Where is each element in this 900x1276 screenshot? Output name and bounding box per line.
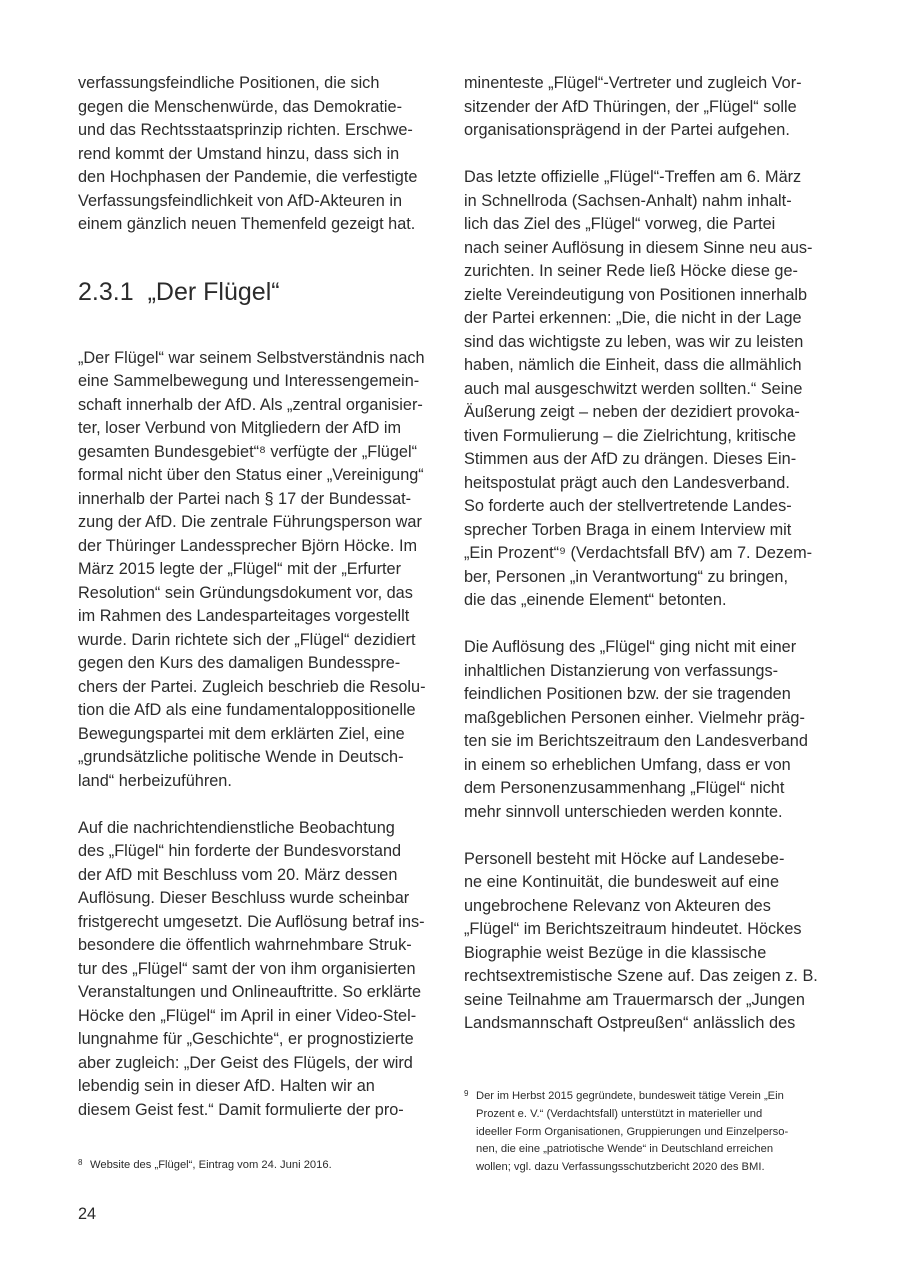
text-line: sind das wichtigste zu leben, was wir zu leisten (464, 332, 804, 351)
text-line: Veranstaltungen und Onlineauftritte. So erklärte (78, 983, 422, 1001)
text-line: lich das Ziel des „Flügel“ vorweg, die Partei (464, 215, 776, 233)
footnote-marker: 8 (78, 1158, 83, 1167)
text-line: innerhalb der Partei nach § 17 der Bundessat- (78, 489, 412, 508)
text-line: des „Flügel“ hin forderte der Bundesvorstand (78, 842, 402, 860)
text-line: chers der Partei. Zugleich beschrieb die Resolu- (78, 677, 426, 696)
text-line: auch mal ausgeschwitzt werden sollten.“ Seine (464, 379, 803, 398)
text-line: und das Rechtsstaatsprinzip richten. Erschwe- (78, 121, 413, 139)
text-line: Verfassungsfeindlichkeit von AfD-Akteuren in (78, 191, 402, 210)
text-line: rechtsextremistische Szene auf. Das zeigen z. B. (464, 967, 818, 985)
text-line: Auflösung. Dieser Beschluss wurde scheinbar (78, 889, 410, 907)
text-line: die das „einende Element“ betonten. (464, 591, 727, 609)
text-line: gegen den Kurs des damaligen Bundesspre- (78, 654, 401, 672)
paragraph-observation (78, 817, 438, 1123)
text-line: Resolution“ sein Gründungsdokument vor, das (78, 583, 413, 602)
text-line: lungnahme für „Geschichte“, er prognostizierte (78, 1030, 414, 1048)
text-line: tur des „Flügel“ samt der von ihm organisierten (78, 959, 416, 978)
text-line: fristgerecht umgesetzt. Die Auflösung betraf ins- (78, 912, 425, 931)
footnote-text (476, 1088, 788, 1177)
text-line: der Thüringer Landessprecher Björn Höcke. Im (78, 536, 418, 555)
text-line: Höcke den „Flügel“ im April in einer Video-Stel- (78, 1006, 417, 1025)
text-line: diesem Geist fest.“ Damit formulierte der pro- (78, 1100, 404, 1119)
text-line: formal nicht über den Status einer „Vereinigung“ (78, 466, 424, 484)
text-line: wollen; vgl. dazu Verfassungsschutzbericht 2020 des BMI. (476, 1161, 765, 1174)
footnote-8 (78, 1157, 332, 1175)
text-line: „Der Flügel“ war seinem Selbstverständnis nach (78, 348, 425, 367)
paragraph-fluegel-intro (78, 347, 438, 794)
section-heading (78, 237, 438, 347)
text-line: nen, die eine „patriotische Wende“ in Deutschland erreichen (476, 1143, 774, 1156)
text-line: sitzender der AfD Thüringen, der „Flügel“ solle (464, 97, 797, 116)
left-column (78, 72, 438, 1122)
footnote-9 (464, 1088, 789, 1177)
text-line: gesamten Bundesgebiet“⁸ verfügte der „Flügel“ (78, 442, 418, 461)
text-line: mehr sinnvoll unterschieden werden konnte. (464, 802, 783, 821)
text-line: „Flügel“ im Berichtszeitraum hindeutet. Höckes (464, 920, 802, 938)
text-line: zung der AfD. Die zentrale Führungsperson war (78, 513, 422, 531)
text-line: tiven Formulierung – die Zielrichtung, kritische (464, 426, 797, 445)
text-line: der AfD mit Beschluss vom 20. März dessen (78, 865, 398, 884)
text-line: einem gänzlich neuen Themenfeld gezeigt hat. (78, 215, 416, 233)
text-line: im Rahmen des Landesparteitages vorgestellt (78, 607, 410, 625)
text-line: Biographie weist Bezüge in die klassische (464, 943, 767, 962)
text-line: in Schnellroda (Sachsen-Anhalt) nahm inhalt- (464, 191, 792, 210)
text-line: den Hochphasen der Pandemie, die verfestigte (78, 168, 418, 186)
text-line: Der im Herbst 2015 gegründete, bundesweit tätige Verein „Ein (476, 1090, 784, 1102)
footnote-text (90, 1157, 332, 1175)
page-number: 24 (78, 1205, 97, 1223)
paragraph-continuation (464, 72, 824, 143)
text-line: aber zugleich: „Der Geist des Flügels, der wird (78, 1053, 413, 1072)
text-line: land“ herbeizuführen. (78, 771, 232, 790)
section-number: 2.3.1 (78, 277, 134, 306)
text-line: zurichten. In seiner Rede ließ Höcke diese ge- (464, 262, 798, 280)
text-line: seine Teilnahme am Trauermarsch der „Jungen (464, 990, 805, 1009)
text-line: gegen die Menschenwürde, das Demokratie- (78, 97, 402, 116)
text-line: Landsmannschaft Ostpreußen“ anlässlich des (464, 1014, 796, 1032)
text-line: maßgeblichen Personen einher. Vielmehr präg- (464, 708, 805, 727)
section-title: „Der Flügel“ (147, 277, 280, 306)
text-line: minenteste „Flügel“-Vertreter und zugleich Vor- (464, 74, 802, 92)
right-column (464, 72, 824, 1036)
text-line: der Partei erkennen: „Die, die nicht in der Lage (464, 309, 802, 327)
text-line: ideeller Form Organisationen, Gruppierungen und Einzelperso- (476, 1125, 789, 1138)
text-line: verfassungsfeindliche Positionen, die sich (78, 74, 380, 92)
paragraph-dissolution (464, 636, 824, 824)
text-line: Die Auflösung des „Flügel“ ging nicht mit einer (464, 638, 797, 656)
text-line: in einem so erheblichen Umfang, dass er von (464, 755, 791, 774)
text-line: Das letzte offizielle „Flügel“-Treffen am 6. März (464, 168, 802, 186)
text-line: Bewegungspartei mit dem erklärten Ziel, eine (78, 724, 405, 743)
text-line: heitspostulat prägt auch den Landesverband. (464, 473, 790, 492)
text-line: März 2015 legte der „Flügel“ mit der „Erfurter (78, 560, 402, 578)
text-line: So forderte auch der stellvertretende Landes- (464, 497, 792, 515)
paragraph-personnel (464, 848, 824, 1036)
text-line: „grundsätzliche politische Wende in Deutsch- (78, 748, 404, 766)
text-line: Stimmen aus der AfD zu drängen. Dieses Ein- (464, 450, 797, 468)
intro-paragraph (78, 72, 438, 237)
text-line: feindlichen Positionen bzw. der sie tragenden (464, 685, 791, 703)
text-line: lebendig sein in dieser AfD. Halten wir an (78, 1077, 375, 1095)
text-line: haben, nämlich die Einheit, dass die allmählich (464, 356, 802, 374)
text-line: ungebrochene Relevanz von Akteuren des (464, 896, 771, 915)
text-line: zielte Vereindeutigung von Positionen innerhalb (464, 285, 808, 304)
text-line: ne eine Kontinuität, die bundesweit auf eine (464, 873, 780, 891)
text-line: nach seiner Auflösung in diesem Sinne neu aus- (464, 238, 813, 257)
text-line: Personell besteht mit Höcke auf Landesebe- (464, 849, 785, 868)
text-line: Auf die nachrichtendienstliche Beobachtung (78, 818, 395, 837)
text-line: „Ein Prozent“⁹ (Verdachtsfall BfV) am 7. Dezem- (464, 544, 813, 562)
text-line: rend kommt der Umstand hinzu, dass sich in (78, 144, 400, 163)
paragraph-last-meeting (464, 166, 824, 613)
text-line: organisationsprägend in der Partei aufgehen. (464, 121, 790, 139)
text-line: sprecher Torben Braga in einem Interview mit (464, 520, 792, 539)
text-line: tion die AfD als eine fundamentaloppositionelle (78, 701, 416, 719)
text-line: wurde. Darin richtete sich der „Flügel“ dezidiert (78, 630, 416, 649)
text-line: schaft innerhalb der AfD. Als „zentral organisier- (78, 395, 423, 414)
text-line: dem Personenzusammenhang „Flügel“ nicht (464, 779, 785, 797)
text-line: ber, Personen „in Verantwortung“ zu bringen, (464, 567, 789, 586)
text-line: Website des „Flügel“, Eintrag vom 24. Juni 2016. (90, 1159, 332, 1171)
text-line: ten sie im Berichtszeitraum den Landesverband (464, 732, 808, 750)
footnote-marker: 9 (464, 1089, 469, 1098)
text-line: inhaltlichen Distanzierung von verfassungs- (464, 661, 779, 680)
text-line: Prozent e. V.“ (Verdachtsfall) unterstützt in materieller und (476, 1107, 763, 1120)
text-line: besondere die öffentlich wahrnehmbare Struk- (78, 936, 412, 954)
text-line: ter, loser Verbund von Mitgliedern der AfD im (78, 419, 402, 437)
text-line: Äußerung zeigt – neben der dezidiert provoka- (464, 403, 800, 421)
text-line: eine Sammelbewegung und Interessengemein- (78, 372, 420, 390)
